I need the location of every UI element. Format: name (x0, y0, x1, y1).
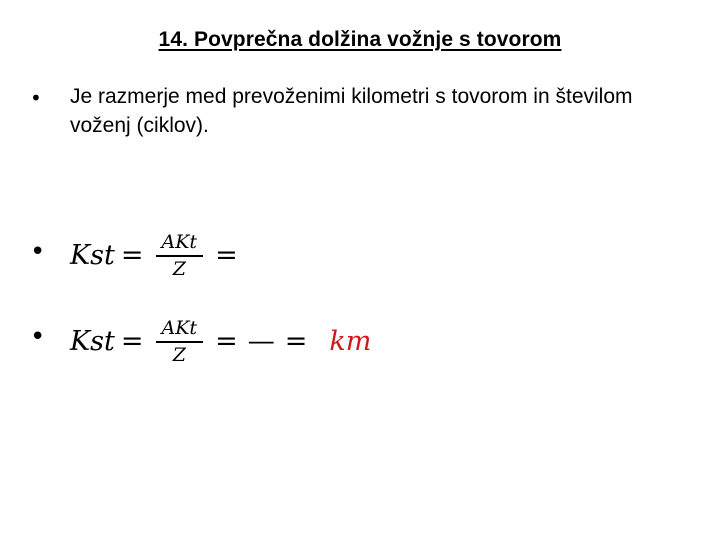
equals-sign: = (215, 239, 238, 271)
formula-lhs: Kst (70, 239, 115, 271)
fraction-numerator: AKt (156, 317, 204, 343)
formula-lhs: Kst (70, 325, 115, 357)
formula-kst-1 (70, 222, 244, 288)
fraction-numerator: AKt (156, 231, 204, 257)
unit-km: km (329, 325, 372, 357)
equals-sign: = (284, 325, 308, 357)
blank-dash: — (247, 325, 275, 357)
fraction (156, 317, 204, 366)
bullet-marker: • (30, 322, 46, 352)
bullet-marker: • (30, 237, 46, 267)
equals-sign: = (120, 325, 144, 357)
bullet-marker: • (30, 86, 42, 110)
equals-sign: = (120, 239, 144, 271)
fraction (156, 231, 204, 280)
formula-kst-2 (70, 308, 371, 374)
slide-title: 14. Povprečna dolžina vožnje s tovorom (158, 28, 562, 51)
definition-text: Je razmerje med prevoženimi kilometri s tovorom in številom voženj (ciklov). (70, 85, 633, 137)
fraction-denominator: Z (172, 343, 186, 366)
equals-sign: = (215, 325, 238, 357)
fraction-denominator: Z (172, 257, 186, 280)
